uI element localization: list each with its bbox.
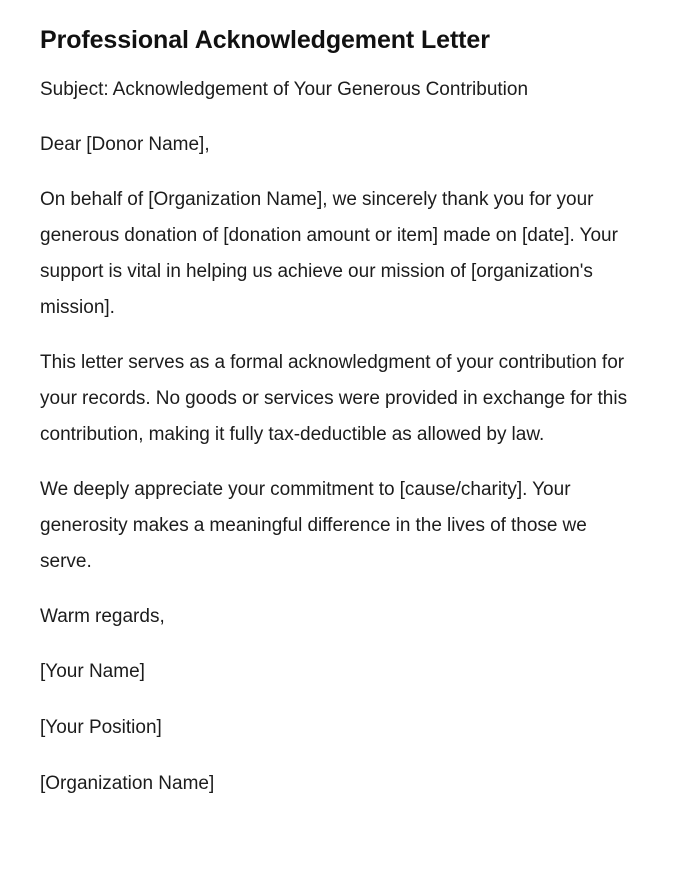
signature-organization: [Organization Name] — [40, 773, 215, 794]
signature-name: [Your Name] — [40, 661, 145, 682]
body-paragraph-2: This letter serves as a formal acknowledgment of your contribution for your records. No goods or services were provided in exchange for this contribution, making it fully tax-deductible as allowed by law. — [40, 352, 628, 445]
body-paragraph-1: On behalf of [Organization Name], we sincerely thank you for your generous donation of [donation amount or item] made on [date]. Your support is vital in helping us achieve our mission of [organization's mission]. — [40, 189, 618, 318]
body-paragraph-3: We deeply appreciate your commitment to [cause/charity]. Your generosity makes a meaningful difference in the lives of those we serve. — [40, 479, 587, 572]
page-title: Professional Acknowledgement Letter — [40, 26, 490, 54]
closing-line: Warm regards, — [40, 606, 165, 627]
subject-line: Subject: Acknowledgement of Your Generous Contribution — [40, 79, 529, 100]
signature-position: [Your Position] — [40, 717, 162, 738]
salutation: Dear [Donor Name], — [40, 134, 210, 155]
